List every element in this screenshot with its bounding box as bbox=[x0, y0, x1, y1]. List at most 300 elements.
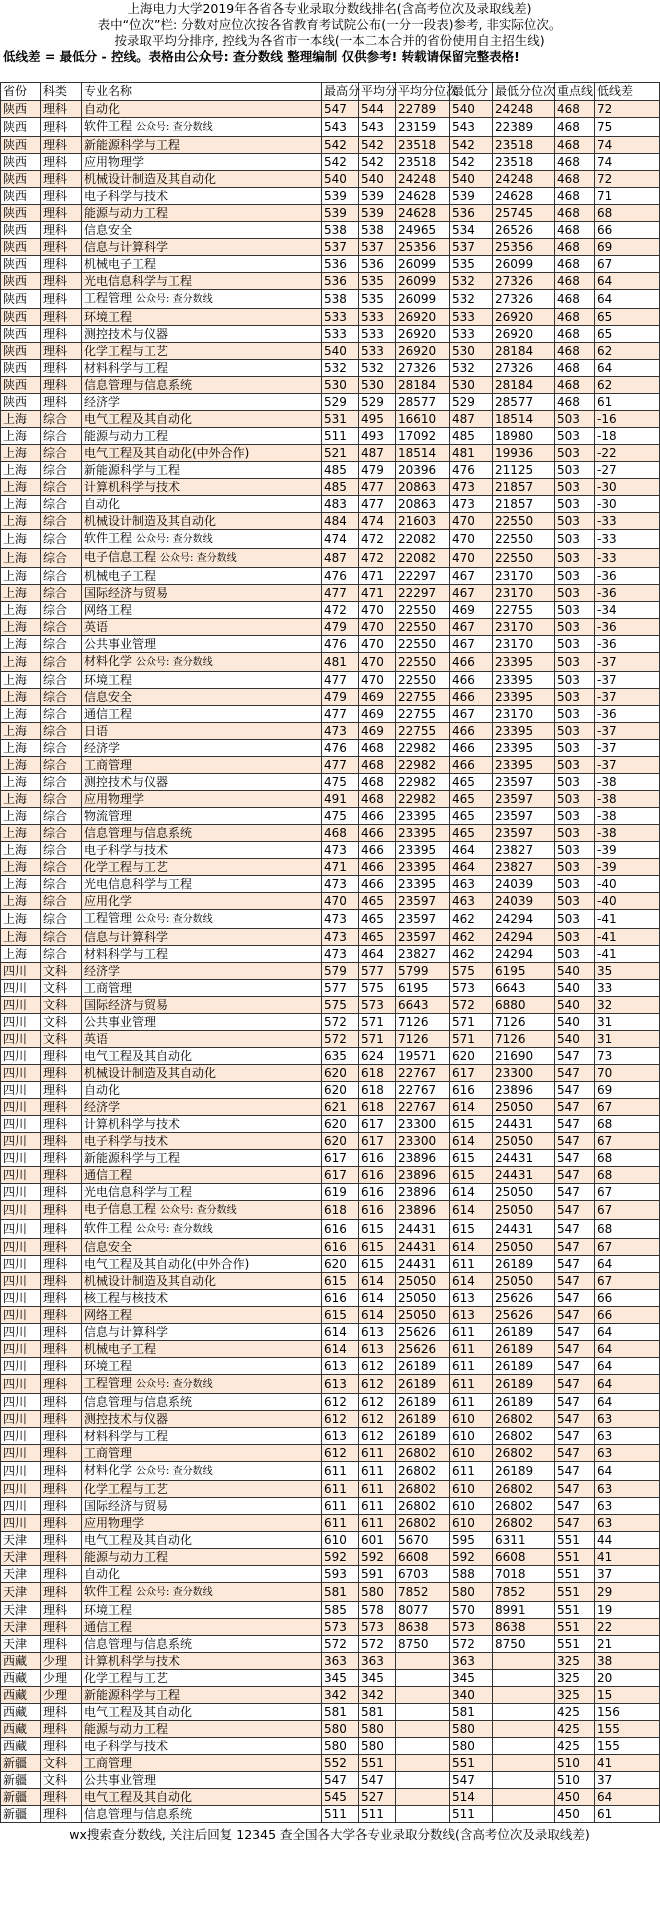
cell-min: 620 bbox=[450, 1048, 493, 1065]
cell-key-line: 503 bbox=[555, 808, 595, 825]
cell-diff: 15 bbox=[595, 1687, 660, 1704]
cell-province: 陕西 bbox=[1, 377, 41, 394]
cell-key-line: 503 bbox=[555, 893, 595, 910]
cell-avg-rank: 24431 bbox=[396, 1256, 450, 1273]
major-name: 化学工程与工艺 bbox=[84, 1671, 169, 1685]
table-row bbox=[1, 530, 660, 549]
cell-max: 613 bbox=[322, 1375, 359, 1394]
cell-province: 上海 bbox=[1, 496, 41, 513]
table-row bbox=[1, 997, 660, 1014]
cell-diff: 64 bbox=[595, 1358, 660, 1375]
cell-min-rank: 24039 bbox=[493, 893, 555, 910]
table-row bbox=[1, 1031, 660, 1048]
major-name: 自动化 bbox=[84, 102, 121, 116]
major-name: 应用化学 bbox=[84, 894, 133, 908]
cell-major bbox=[82, 1445, 322, 1462]
cell-avg-rank bbox=[396, 1755, 450, 1772]
cell-min: 613 bbox=[450, 1307, 493, 1324]
cell-category: 理科 bbox=[41, 1738, 82, 1755]
table-row bbox=[1, 1549, 660, 1566]
cell-key-line: 551 bbox=[555, 1636, 595, 1653]
cell-province: 新疆 bbox=[1, 1755, 41, 1772]
cell-major bbox=[82, 1150, 322, 1167]
cell-category: 理科 bbox=[41, 239, 82, 256]
major-name: 材料科学与工程 bbox=[84, 361, 169, 375]
major-name: 英语 bbox=[84, 620, 109, 634]
cell-min-rank: 22389 bbox=[493, 118, 555, 137]
major-name: 化学工程与工艺 bbox=[84, 344, 169, 358]
cell-max: 540 bbox=[322, 343, 359, 360]
cell-major bbox=[82, 653, 322, 672]
cell-diff: 63 bbox=[595, 1498, 660, 1515]
cell-min: 537 bbox=[450, 239, 493, 256]
cell-province: 上海 bbox=[1, 549, 41, 568]
cell-min-rank: 24431 bbox=[493, 1150, 555, 1167]
cell-avg: 544 bbox=[359, 101, 396, 118]
cell-min: 572 bbox=[450, 997, 493, 1014]
cell-avg: 580 bbox=[359, 1738, 396, 1755]
major-name: 自动化 bbox=[84, 1083, 121, 1097]
cell-category: 综合 bbox=[41, 791, 82, 808]
cell-major bbox=[82, 496, 322, 513]
watermark-note: 公众号: 查分数线 bbox=[136, 294, 213, 305]
table-row bbox=[1, 740, 660, 757]
cell-avg: 614 bbox=[359, 1290, 396, 1307]
major-name: 应用物理学 bbox=[84, 1516, 145, 1530]
cell-key-line: 547 bbox=[555, 1358, 595, 1375]
cell-diff: 69 bbox=[595, 239, 660, 256]
major-name: 公共事业管理 bbox=[84, 1015, 157, 1029]
cell-min-rank: 24294 bbox=[493, 929, 555, 946]
cell-avg: 617 bbox=[359, 1116, 396, 1133]
cell-major bbox=[82, 757, 322, 774]
cell-avg: 572 bbox=[359, 1636, 396, 1653]
cell-category: 综合 bbox=[41, 910, 82, 929]
cell-min: 340 bbox=[450, 1687, 493, 1704]
cell-min: 470 bbox=[450, 530, 493, 549]
cell-key-line: 547 bbox=[555, 1394, 595, 1411]
cell-key-line: 468 bbox=[555, 326, 595, 343]
cell-avg: 618 bbox=[359, 1099, 396, 1116]
cell-major bbox=[82, 326, 322, 343]
cell-key-line: 503 bbox=[555, 653, 595, 672]
cell-category: 理科 bbox=[41, 1428, 82, 1445]
table-row bbox=[1, 188, 660, 205]
cell-max: 474 bbox=[322, 530, 359, 549]
cell-province: 四川 bbox=[1, 1273, 41, 1290]
cell-avg: 614 bbox=[359, 1273, 396, 1290]
table-row bbox=[1, 1532, 660, 1549]
cell-province: 上海 bbox=[1, 774, 41, 791]
cell-province: 上海 bbox=[1, 653, 41, 672]
cell-min-rank: 23395 bbox=[493, 672, 555, 689]
table-row bbox=[1, 1065, 660, 1082]
cell-category: 理科 bbox=[41, 154, 82, 171]
major-name: 信息管理与信息系统 bbox=[84, 1395, 193, 1409]
major-name: 工商管理 bbox=[84, 981, 133, 995]
cell-max: 580 bbox=[322, 1738, 359, 1755]
major-name: 新能源科学与工程 bbox=[84, 1688, 181, 1702]
cell-avg: 578 bbox=[359, 1602, 396, 1619]
cell-avg-rank: 23300 bbox=[396, 1133, 450, 1150]
cell-max: 536 bbox=[322, 256, 359, 273]
cell-key-line: 450 bbox=[555, 1806, 595, 1823]
cell-key-line: 503 bbox=[555, 513, 595, 530]
cell-min: 614 bbox=[450, 1184, 493, 1201]
major-name: 工商管理 bbox=[84, 1446, 133, 1460]
major-name: 国际经济与贸易 bbox=[84, 586, 169, 600]
major-name: 能源与动力工程 bbox=[84, 1550, 169, 1564]
cell-max: 620 bbox=[322, 1133, 359, 1150]
table-row bbox=[1, 513, 660, 530]
cell-max: 539 bbox=[322, 205, 359, 222]
cell-category: 综合 bbox=[41, 653, 82, 672]
cell-major bbox=[82, 1481, 322, 1498]
cell-avg-rank: 7126 bbox=[396, 1014, 450, 1031]
table-row bbox=[1, 791, 660, 808]
cell-category: 理科 bbox=[41, 1184, 82, 1201]
cell-min-rank: 24431 bbox=[493, 1116, 555, 1133]
cell-avg: 466 bbox=[359, 808, 396, 825]
table-row bbox=[1, 1636, 660, 1653]
cell-key-line: 503 bbox=[555, 411, 595, 428]
cell-category: 理科 bbox=[41, 1394, 82, 1411]
table-row bbox=[1, 549, 660, 568]
cell-major bbox=[82, 876, 322, 893]
cell-max: 511 bbox=[322, 428, 359, 445]
cell-avg-rank: 22297 bbox=[396, 568, 450, 585]
cell-avg-rank: 8638 bbox=[396, 1619, 450, 1636]
cell-province: 上海 bbox=[1, 689, 41, 706]
cell-max: 610 bbox=[322, 1532, 359, 1549]
cell-avg-rank: 26189 bbox=[396, 1358, 450, 1375]
cell-max: 477 bbox=[322, 585, 359, 602]
cell-category: 综合 bbox=[41, 602, 82, 619]
cell-diff: 20 bbox=[595, 1670, 660, 1687]
major-name: 信息与计算科学 bbox=[84, 240, 169, 254]
cell-min-rank: 27326 bbox=[493, 273, 555, 290]
cell-min-rank: 27326 bbox=[493, 360, 555, 377]
cell-min-rank: 25050 bbox=[493, 1273, 555, 1290]
major-name: 化学工程与工艺 bbox=[84, 860, 169, 874]
major-name: 能源与动力工程 bbox=[84, 1722, 169, 1736]
cell-min-rank: 25050 bbox=[493, 1184, 555, 1201]
cell-category: 理科 bbox=[41, 1358, 82, 1375]
major-name: 计算机科学与技术 bbox=[84, 480, 181, 494]
col-province: 省份 bbox=[1, 83, 41, 101]
cell-max: 585 bbox=[322, 1602, 359, 1619]
cell-min: 532 bbox=[450, 273, 493, 290]
cell-category: 综合 bbox=[41, 672, 82, 689]
cell-major bbox=[82, 893, 322, 910]
cell-key-line: 503 bbox=[555, 774, 595, 791]
cell-province: 上海 bbox=[1, 910, 41, 929]
cell-diff: -39 bbox=[595, 842, 660, 859]
major-name: 新能源科学与工程 bbox=[84, 463, 181, 477]
cell-avg: 580 bbox=[359, 1721, 396, 1738]
cell-avg: 615 bbox=[359, 1256, 396, 1273]
cell-diff: -34 bbox=[595, 602, 660, 619]
cell-min-rank: 26802 bbox=[493, 1515, 555, 1532]
major-name: 经济学 bbox=[84, 964, 121, 978]
cell-min: 465 bbox=[450, 774, 493, 791]
cell-max: 579 bbox=[322, 963, 359, 980]
cell-province: 四川 bbox=[1, 1150, 41, 1167]
cell-min-rank: 25745 bbox=[493, 205, 555, 222]
cell-min-rank: 26189 bbox=[493, 1358, 555, 1375]
cell-max: 539 bbox=[322, 188, 359, 205]
cell-min: 581 bbox=[450, 1704, 493, 1721]
cell-max: 619 bbox=[322, 1184, 359, 1201]
cell-min: 485 bbox=[450, 428, 493, 445]
cell-avg: 342 bbox=[359, 1687, 396, 1704]
major-name: 电气工程及其自动化 bbox=[84, 1705, 193, 1719]
cell-category: 综合 bbox=[41, 585, 82, 602]
cell-min-rank: 8750 bbox=[493, 1636, 555, 1653]
col-major: 专业名称 bbox=[82, 83, 322, 101]
cell-key-line: 547 bbox=[555, 1184, 595, 1201]
cell-category: 综合 bbox=[41, 946, 82, 963]
cell-major bbox=[82, 513, 322, 530]
cell-key-line: 503 bbox=[555, 946, 595, 963]
cell-diff: 62 bbox=[595, 377, 660, 394]
cell-max: 529 bbox=[322, 394, 359, 411]
cell-province: 陕西 bbox=[1, 188, 41, 205]
cell-max: 612 bbox=[322, 1394, 359, 1411]
cell-avg: 470 bbox=[359, 672, 396, 689]
cell-major bbox=[82, 1239, 322, 1256]
cell-diff: 64 bbox=[595, 1394, 660, 1411]
cell-key-line: 325 bbox=[555, 1687, 595, 1704]
cell-key-line: 468 bbox=[555, 309, 595, 326]
cell-key-line: 547 bbox=[555, 1445, 595, 1462]
cell-max: 620 bbox=[322, 1065, 359, 1082]
cell-category: 综合 bbox=[41, 462, 82, 479]
cell-avg-rank: 24965 bbox=[396, 222, 450, 239]
cell-max: 342 bbox=[322, 1687, 359, 1704]
cell-major bbox=[82, 740, 322, 757]
cell-avg: 466 bbox=[359, 876, 396, 893]
cell-diff: 64 bbox=[595, 290, 660, 309]
table-row bbox=[1, 1704, 660, 1721]
cell-min-rank: 26802 bbox=[493, 1498, 555, 1515]
cell-avg-rank: 22550 bbox=[396, 602, 450, 619]
table-row bbox=[1, 757, 660, 774]
major-name: 电子科学与技术 bbox=[84, 189, 169, 203]
table-row bbox=[1, 1789, 660, 1806]
note-sorting: 按录取平均分排序, 控线为各省市一本线(一本二本合并的省份使用自主招生线) bbox=[114, 33, 545, 48]
cell-min: 345 bbox=[450, 1670, 493, 1687]
cell-category: 综合 bbox=[41, 636, 82, 653]
major-name: 环境工程 bbox=[84, 673, 133, 687]
cell-min-rank: 21125 bbox=[493, 462, 555, 479]
cell-min: 473 bbox=[450, 479, 493, 496]
table-row bbox=[1, 118, 660, 137]
watermark-note: 公众号: 查分数线 bbox=[136, 657, 213, 668]
cell-province: 新疆 bbox=[1, 1772, 41, 1789]
table-row bbox=[1, 1806, 660, 1823]
major-name: 环境工程 bbox=[84, 1359, 133, 1373]
cell-avg-rank: 26920 bbox=[396, 326, 450, 343]
cell-province: 陕西 bbox=[1, 137, 41, 154]
major-name: 软件工程 bbox=[84, 1584, 133, 1598]
cell-province: 新疆 bbox=[1, 1806, 41, 1823]
cell-major bbox=[82, 689, 322, 706]
cell-avg-rank: 23395 bbox=[396, 876, 450, 893]
cell-min: 614 bbox=[450, 1273, 493, 1290]
cell-max: 572 bbox=[322, 1636, 359, 1653]
cell-category: 理科 bbox=[41, 1636, 82, 1653]
cell-key-line: 503 bbox=[555, 706, 595, 723]
cell-category: 理科 bbox=[41, 1445, 82, 1462]
cell-diff: 67 bbox=[595, 1201, 660, 1220]
cell-avg: 533 bbox=[359, 343, 396, 360]
watermark-note: 公众号: 查分数线 bbox=[136, 1379, 213, 1390]
cell-key-line: 468 bbox=[555, 273, 595, 290]
cell-diff: -38 bbox=[595, 825, 660, 842]
cell-max: 472 bbox=[322, 602, 359, 619]
cell-min: 539 bbox=[450, 188, 493, 205]
cell-diff: 31 bbox=[595, 1014, 660, 1031]
cell-avg: 617 bbox=[359, 1133, 396, 1150]
cell-diff: 68 bbox=[595, 205, 660, 222]
cell-major bbox=[82, 137, 322, 154]
cell-province: 四川 bbox=[1, 1031, 41, 1048]
cell-min-rank: 8991 bbox=[493, 1602, 555, 1619]
cell-avg-rank: 16610 bbox=[396, 411, 450, 428]
cell-diff: -27 bbox=[595, 462, 660, 479]
major-name: 机械电子工程 bbox=[84, 569, 157, 583]
cell-avg: 540 bbox=[359, 171, 396, 188]
cell-min-rank: 23170 bbox=[493, 636, 555, 653]
cell-major bbox=[82, 343, 322, 360]
major-name: 能源与动力工程 bbox=[84, 206, 169, 220]
cell-province: 上海 bbox=[1, 602, 41, 619]
cell-province: 新疆 bbox=[1, 1789, 41, 1806]
cell-category: 文科 bbox=[41, 1755, 82, 1772]
cell-max: 615 bbox=[322, 1307, 359, 1324]
cell-avg: 611 bbox=[359, 1445, 396, 1462]
table-row bbox=[1, 1670, 660, 1687]
table-row bbox=[1, 326, 660, 343]
cell-category: 理科 bbox=[41, 1721, 82, 1738]
cell-max: 531 bbox=[322, 411, 359, 428]
cell-key-line: 551 bbox=[555, 1532, 595, 1549]
cell-avg-rank: 28184 bbox=[396, 377, 450, 394]
cell-category: 理科 bbox=[41, 1290, 82, 1307]
cell-max: 618 bbox=[322, 1201, 359, 1220]
cell-category: 理科 bbox=[41, 1462, 82, 1481]
cell-avg-rank bbox=[396, 1704, 450, 1721]
cell-category: 理科 bbox=[41, 326, 82, 343]
cell-province: 天津 bbox=[1, 1583, 41, 1602]
major-name: 应用物理学 bbox=[84, 792, 145, 806]
cell-major bbox=[82, 774, 322, 791]
major-name: 电子科学与技术 bbox=[84, 843, 169, 857]
cell-province: 天津 bbox=[1, 1636, 41, 1653]
cell-min: 466 bbox=[450, 740, 493, 757]
cell-min-rank: 23597 bbox=[493, 791, 555, 808]
cell-avg-rank: 23395 bbox=[396, 808, 450, 825]
cell-min-rank: 23170 bbox=[493, 585, 555, 602]
major-name: 机械设计制造及其自动化 bbox=[84, 514, 217, 528]
table-row bbox=[1, 1619, 660, 1636]
cell-max: 479 bbox=[322, 619, 359, 636]
cell-major bbox=[82, 1201, 322, 1220]
cell-key-line: 325 bbox=[555, 1653, 595, 1670]
cell-min: 467 bbox=[450, 568, 493, 585]
table-row bbox=[1, 1772, 660, 1789]
cell-category: 理科 bbox=[41, 1375, 82, 1394]
cell-diff: 156 bbox=[595, 1704, 660, 1721]
cell-province: 陕西 bbox=[1, 326, 41, 343]
cell-min: 466 bbox=[450, 723, 493, 740]
table-row bbox=[1, 1428, 660, 1445]
cell-key-line: 551 bbox=[555, 1619, 595, 1636]
cell-major bbox=[82, 428, 322, 445]
cell-max: 540 bbox=[322, 171, 359, 188]
table-row bbox=[1, 256, 660, 273]
cell-major bbox=[82, 1031, 322, 1048]
cell-min-rank: 26189 bbox=[493, 1462, 555, 1481]
table-row bbox=[1, 1411, 660, 1428]
cell-avg-rank: 22550 bbox=[396, 619, 450, 636]
cell-avg-rank: 22550 bbox=[396, 653, 450, 672]
cell-avg-rank: 22550 bbox=[396, 672, 450, 689]
cell-major bbox=[82, 1014, 322, 1031]
cell-province: 上海 bbox=[1, 530, 41, 549]
cell-min-rank: 23170 bbox=[493, 619, 555, 636]
cell-avg: 477 bbox=[359, 496, 396, 513]
cell-major bbox=[82, 963, 322, 980]
cell-province: 陕西 bbox=[1, 205, 41, 222]
cell-min: 614 bbox=[450, 1099, 493, 1116]
cell-max: 521 bbox=[322, 445, 359, 462]
cell-avg: 464 bbox=[359, 946, 396, 963]
major-name: 经济学 bbox=[84, 741, 121, 755]
cell-category: 理科 bbox=[41, 1583, 82, 1602]
cell-avg-rank: 23597 bbox=[396, 910, 450, 929]
cell-max: 545 bbox=[322, 1789, 359, 1806]
cell-key-line: 547 bbox=[555, 1515, 595, 1532]
cell-major bbox=[82, 1273, 322, 1290]
cell-major bbox=[82, 171, 322, 188]
cell-key-line: 503 bbox=[555, 740, 595, 757]
cell-avg: 611 bbox=[359, 1462, 396, 1481]
cell-province: 四川 bbox=[1, 1116, 41, 1133]
cell-category: 理科 bbox=[41, 1116, 82, 1133]
cell-province: 陕西 bbox=[1, 394, 41, 411]
table-row bbox=[1, 774, 660, 791]
cell-min-rank: 28184 bbox=[493, 343, 555, 360]
cell-key-line: 503 bbox=[555, 602, 595, 619]
cell-diff: 64 bbox=[595, 1375, 660, 1394]
table-row bbox=[1, 842, 660, 859]
cell-diff: 64 bbox=[595, 1341, 660, 1358]
major-name: 信息安全 bbox=[84, 223, 133, 237]
cell-min-rank: 6643 bbox=[493, 980, 555, 997]
cell-avg-rank: 22550 bbox=[396, 636, 450, 653]
table-row bbox=[1, 1445, 660, 1462]
cell-min-rank: 23395 bbox=[493, 757, 555, 774]
cell-min-rank: 24431 bbox=[493, 1167, 555, 1184]
cell-min: 617 bbox=[450, 1065, 493, 1082]
cell-major bbox=[82, 549, 322, 568]
cell-max: 363 bbox=[322, 1653, 359, 1670]
cell-province: 四川 bbox=[1, 1065, 41, 1082]
cell-major bbox=[82, 859, 322, 876]
cell-min-rank bbox=[493, 1755, 555, 1772]
